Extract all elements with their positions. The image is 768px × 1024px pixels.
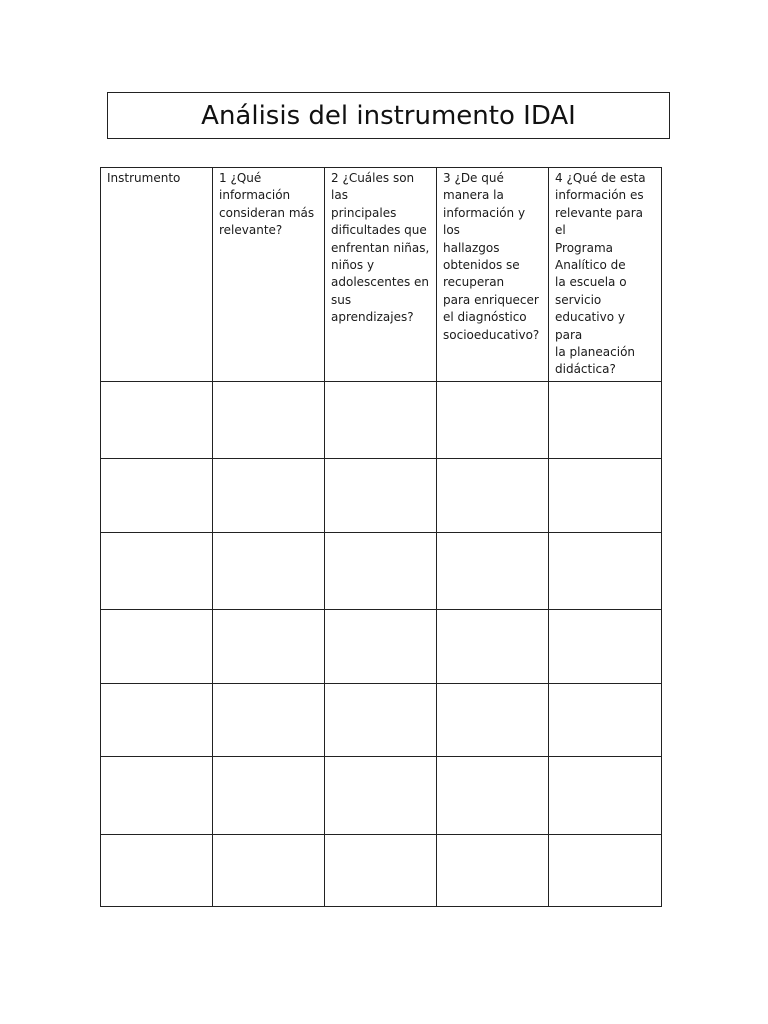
table-row — [101, 683, 662, 756]
table-cell[interactable] — [213, 609, 325, 683]
table-cell[interactable] — [549, 683, 662, 756]
table-cell[interactable] — [437, 458, 549, 532]
table-cell[interactable] — [325, 458, 437, 532]
table-row — [101, 834, 662, 906]
table-cell[interactable] — [437, 834, 549, 906]
table-cell[interactable] — [325, 683, 437, 756]
table-cell[interactable] — [325, 532, 437, 609]
table-cell[interactable] — [101, 381, 213, 458]
document-title: Análisis del instrumento IDAI — [201, 100, 576, 131]
table-cell[interactable] — [101, 458, 213, 532]
table-cell[interactable] — [549, 834, 662, 906]
header-label: 4 ¿Qué de esta información es relevante para el Programa Analítico de la escuela o servicio educativo y para la planeación didáctica? — [555, 171, 646, 377]
table-cell[interactable] — [549, 609, 662, 683]
header-cell-question-2[interactable] — [325, 168, 437, 382]
table-cell[interactable] — [437, 756, 549, 834]
header-cell-question-3[interactable] — [437, 168, 549, 382]
table-cell[interactable] — [325, 381, 437, 458]
header-label: 2 ¿Cuáles son las principales dificultades que enfrentan niñas, niños y adolescentes en sus aprendizajes? — [331, 171, 430, 325]
idai-analysis-table — [100, 167, 662, 907]
table-cell[interactable] — [101, 834, 213, 906]
table-row — [101, 532, 662, 609]
table-cell[interactable] — [549, 532, 662, 609]
table-cell[interactable] — [437, 532, 549, 609]
header-label: Instrumento — [107, 171, 181, 185]
title-box — [107, 92, 670, 139]
table-row — [101, 609, 662, 683]
table-row — [101, 756, 662, 834]
table-cell[interactable] — [325, 834, 437, 906]
table-cell[interactable] — [213, 381, 325, 458]
header-label: 1 ¿Qué información consideran más relevante? — [219, 171, 315, 238]
table-cell[interactable] — [101, 532, 213, 609]
table-cell[interactable] — [213, 834, 325, 906]
table-cell[interactable] — [325, 609, 437, 683]
table-row — [101, 381, 662, 458]
header-label: 3 ¿De qué manera la información y los hallazgos obtenidos se recuperan para enriquecer el diagnóstico socioeducativo? — [443, 171, 540, 342]
table-cell[interactable] — [213, 532, 325, 609]
table-header-row — [101, 168, 662, 382]
table-cell[interactable] — [213, 756, 325, 834]
table-cell[interactable] — [549, 381, 662, 458]
table-cell[interactable] — [101, 683, 213, 756]
table-cell[interactable] — [437, 381, 549, 458]
table-cell[interactable] — [213, 458, 325, 532]
table-row — [101, 458, 662, 532]
header-cell-question-1[interactable] — [213, 168, 325, 382]
header-cell-instrumento[interactable] — [101, 168, 213, 382]
table-cell[interactable] — [101, 609, 213, 683]
table-cell[interactable] — [213, 683, 325, 756]
table-cell[interactable] — [437, 609, 549, 683]
table-cell[interactable] — [549, 756, 662, 834]
table-cell[interactable] — [101, 756, 213, 834]
header-cell-question-4[interactable] — [549, 168, 662, 382]
table-cell[interactable] — [549, 458, 662, 532]
table-cell[interactable] — [437, 683, 549, 756]
table-cell[interactable] — [325, 756, 437, 834]
